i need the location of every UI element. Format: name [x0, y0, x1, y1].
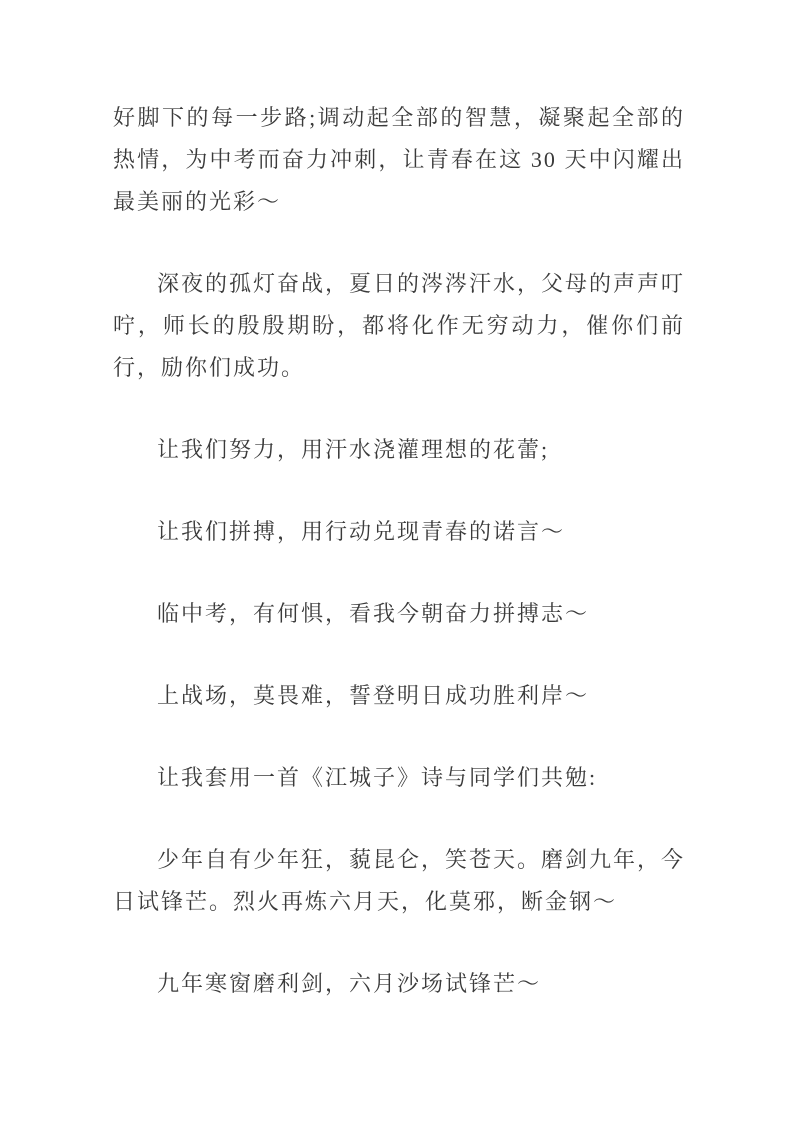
paragraph: 九年寒窗磨利剑，六月沙场试锋芒～ — [157, 971, 542, 996]
paragraph: 让我们努力，用汗水浇灌理想的花蕾; — [157, 437, 550, 462]
paragraph: 少年自有少年狂，藐昆仑，笑苍天。磨剑九年，今日试锋芒。烈火再炼六月天，化莫邪，断金钢～ — [113, 847, 686, 914]
paragraph: 让我套用一首《江城子》诗与同学们共勉: — [157, 765, 598, 790]
paragraph: 让我们拼搏，用行动兑现青春的诺言～ — [157, 519, 566, 544]
paragraph: 上战场，莫畏难，誓登明日成功胜利岸～ — [157, 683, 590, 708]
paragraph: 好脚下的每一步路;调动起全部的智慧，凝聚起全部的热情，为中考而奋力冲刺，让青春在这 30 天中闪耀出最美丽的光彩～ — [113, 105, 685, 214]
paragraph: 深夜的孤灯奋战，夏日的涔涔汗水，父母的声声叮咛，师长的殷殷期盼，都将化作无穷动力，催你们前行，励你们成功。 — [113, 271, 686, 380]
paragraph: 临中考，有何惧，看我今朝奋力拼搏志～ — [157, 601, 590, 626]
document-body — [113, 97, 685, 1045]
